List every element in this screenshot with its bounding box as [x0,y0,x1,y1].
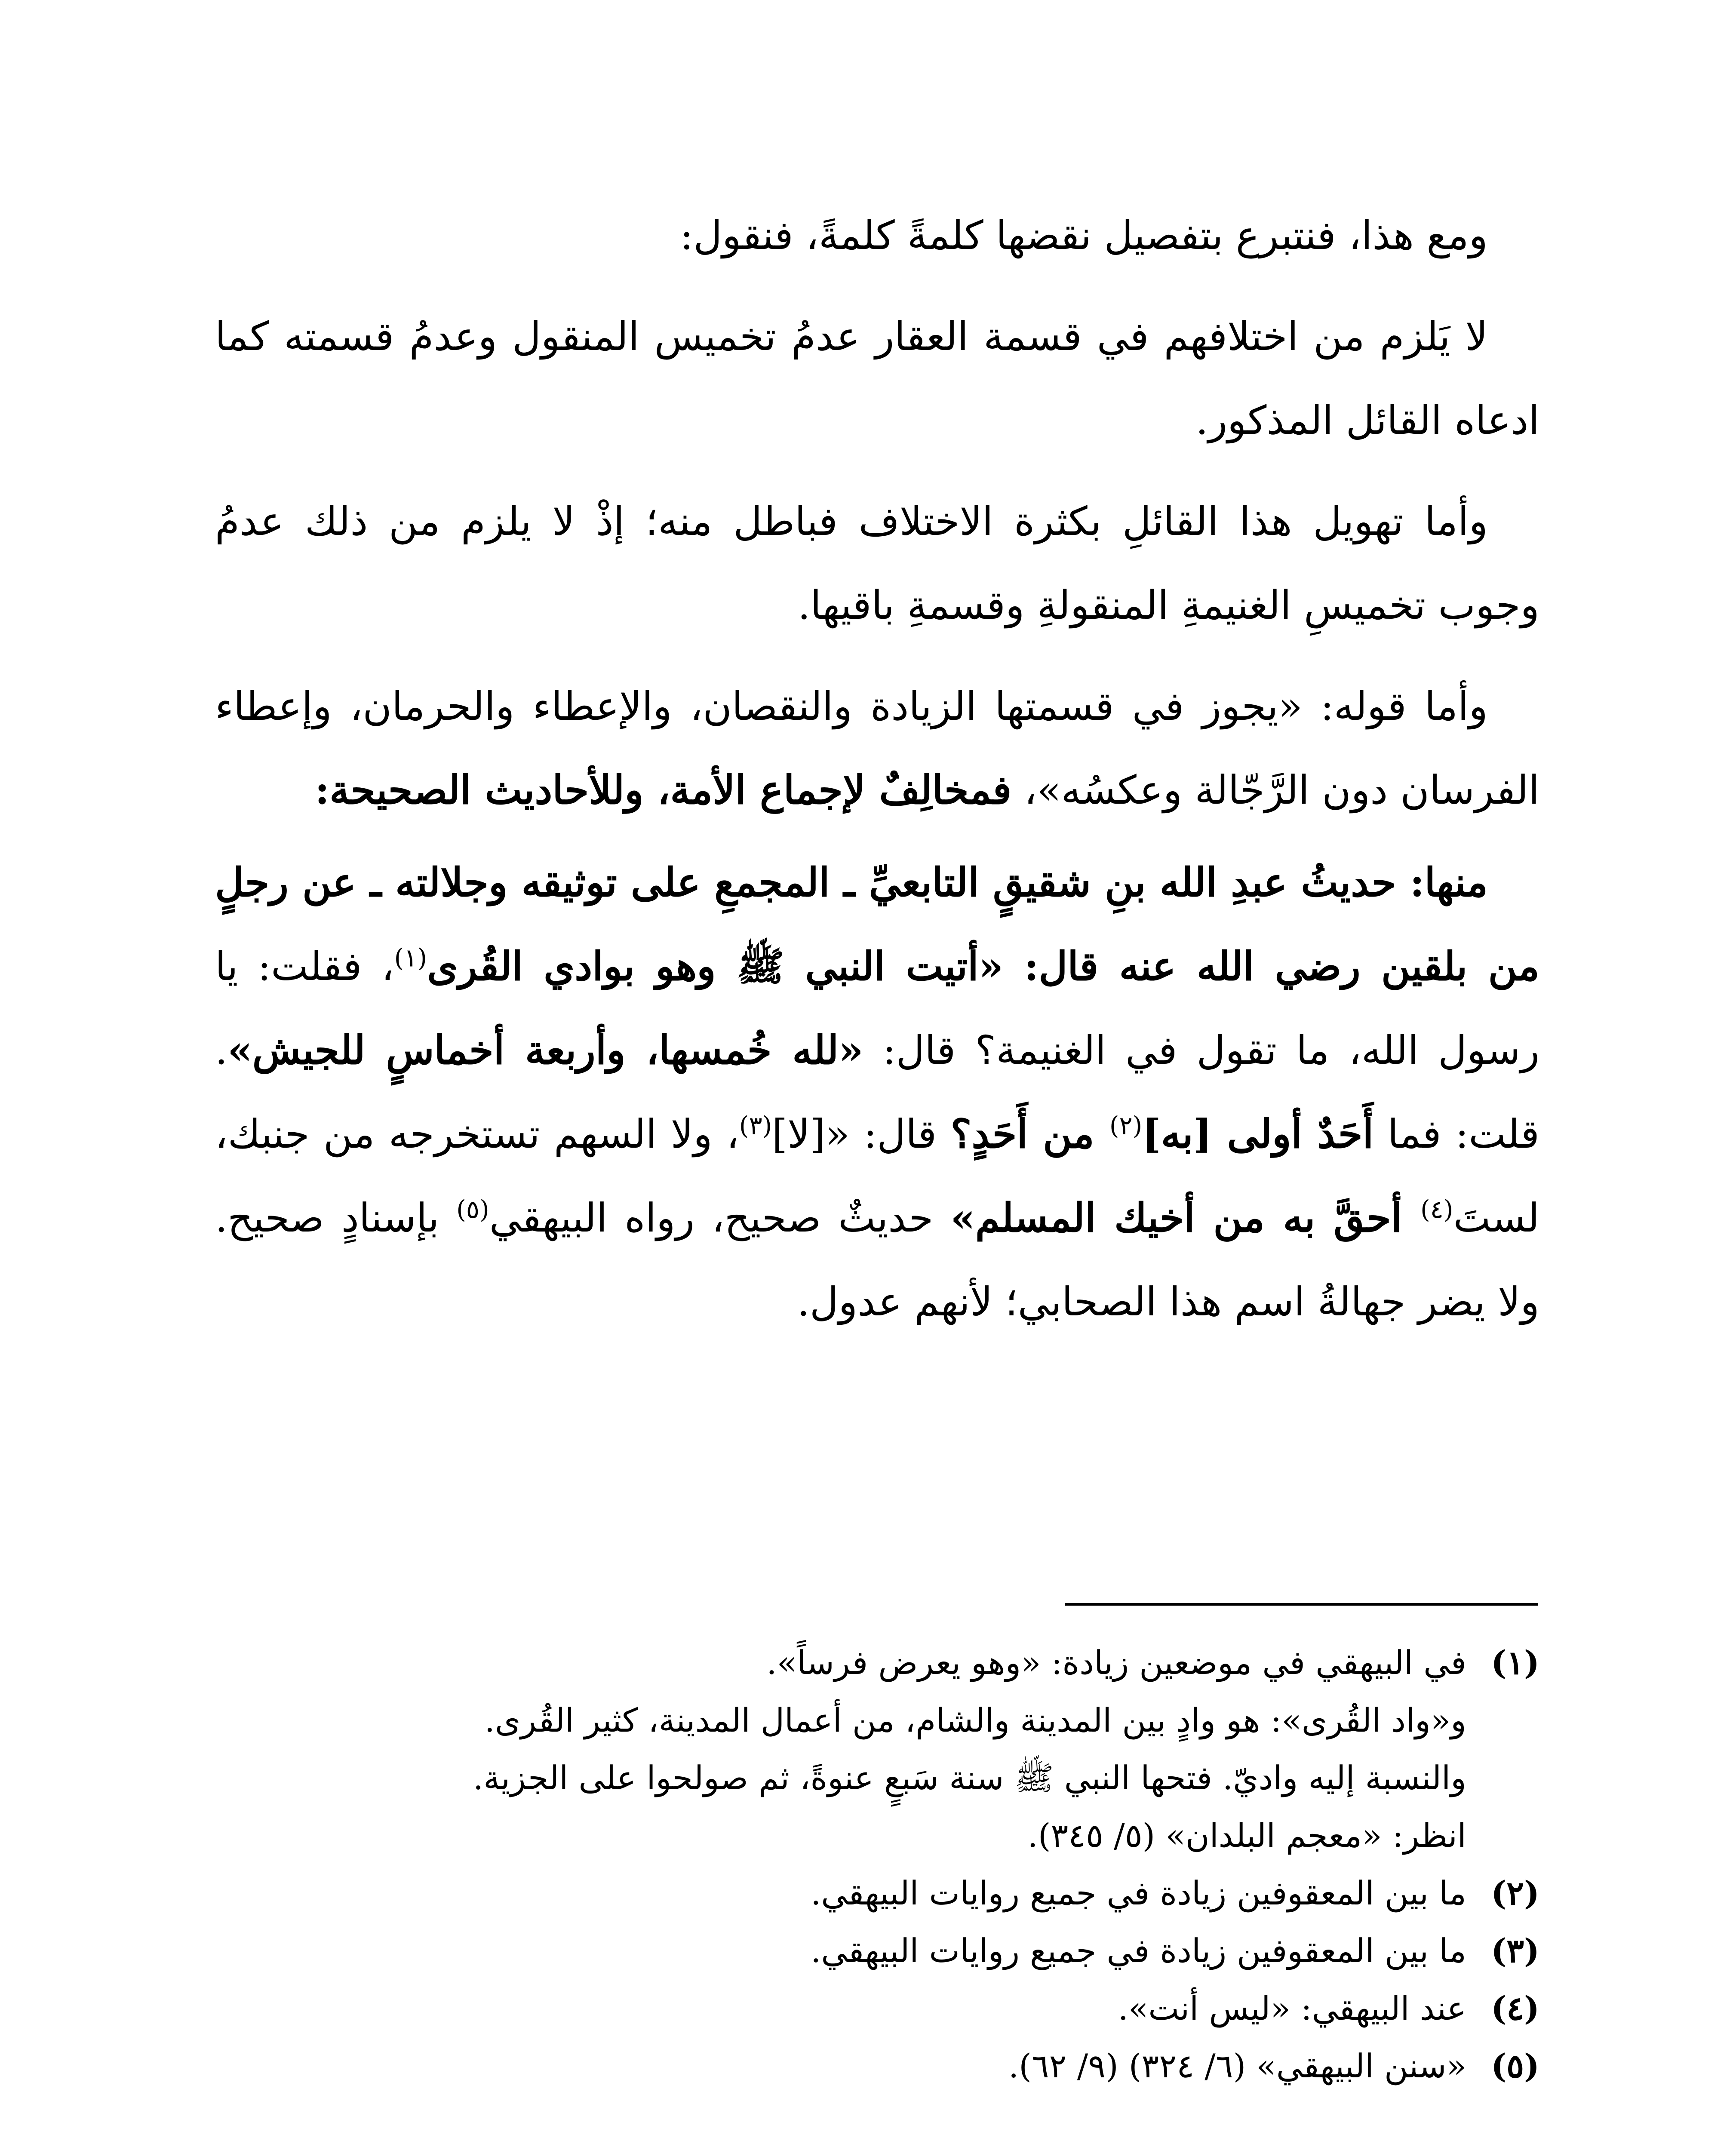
hadith-question-2-end: من أَحَدٍ؟ [950,1111,1109,1157]
footnote-number: (١) [1491,1643,1539,1682]
footnote-ref-5[interactable]: (٥) [456,1195,489,1224]
footnote-number: (٤) [1491,1989,1539,2027]
hadith-answer-2-cont: ، ولا السهم تستخرجه من جنبك، لستَ [215,1111,1540,1241]
footnote-body [215,1922,1466,1980]
footnote-line: انظر: «معجم البلدان» (٥/ ٣٤٥). [1027,1816,1466,1855]
paragraph-5 [215,841,1539,1344]
footnote-line: ما بين المعقوفين زيادة في جميع روايات البيهقي. [811,1932,1466,1970]
hadith-answer-2-end: أحقَّ به من أخيك المسلم» [950,1195,1421,1241]
footnote-ref-2[interactable]: (٢) [1109,1111,1143,1140]
footnote-number: (٣) [1491,1932,1539,1970]
hadith-answer-2: «[لا] [772,1111,850,1157]
paragraph-3 [215,479,1539,647]
footnote-line: «سنن البيهقي» (٦/ ٣٢٤) (٩/ ٦٢). [1008,2047,1466,2085]
paragraph-1 [215,194,1539,277]
hadith-grading: حديثٌ صحيح، رواه البيهقي [489,1195,951,1241]
footnote-line: والنسبة إليه واديّ. فتحها النبي ﷺ سنة سَبعٍ عنوةً، ثم صولحوا على الجزية. [473,1759,1466,1797]
paragraph-3-text: وأما تهويل هذا القائلِ بكثرة الاختلاف فباطل منه؛ إذْ لا يلزم من ذلك عدمُ وجوب تخميسِ الغنيمةِ المنقولةِ وقسمةِ باقيها. [215,498,1539,628]
hadith-said: قال: [849,1111,951,1157]
footnote-line: و«واد القُرى»: هو وادٍ بين المدينة والشام، من أعمال المدينة، كثير القُرى. [484,1701,1466,1739]
hadith-question-2: أَحَدٌ أولى [به] [1142,1111,1374,1157]
footnotes [215,1634,1539,2095]
paragraph-2-text: لا يَلزم من اختلافهم في قسمة العقار عدمُ تخميس المنقول وعدمُ قسمته كما ادعاه القائل المذكور. [215,313,1539,443]
paragraph-4-bold: فمخالِفٌ لإجماع الأمة، وللأحاديث الصحيحة: [315,767,1012,813]
footnote-number: (٢) [1491,1874,1539,1912]
footnote-line: عند البيهقي: «ليس أنت». [1118,1989,1466,2027]
footnote-line: في البيهقي في موضعين زيادة: «وهو يعرض فرساً». [766,1643,1466,1682]
paragraph-2 [215,295,1539,462]
footnote-ref-3[interactable]: (٣) [739,1111,772,1140]
footnote-body [215,2037,1466,2095]
footnote-separator [1065,1603,1538,1606]
hadith-quote-start: «أتيت النبي ﷺ وهو بوادي القُرى [427,943,1004,989]
footnote-body [215,1864,1466,1922]
footnote-ref-1[interactable]: (١) [394,943,427,973]
paragraph-1-text: ومع هذا، فنتبرع بتفصيل نقضها كلمةً كلمةً، فنقول: [680,212,1488,258]
footnote-5 [215,2037,1539,2095]
paragraph-4 [215,664,1539,832]
footnote-ref-4[interactable]: (٤) [1420,1195,1453,1224]
footnote-number: (٥) [1491,2047,1539,2085]
hadith-grading-end: بإسنادٍ صحيح. ولا يضر جهالةُ اسم هذا الصحابي؛ لأنهم عدول. [215,1195,1539,1325]
main-text [215,194,1539,1361]
paragraph-5-intro: منها: حديثُ عبدِ الله بنِ شقيقٍ التابعيِّ ـ المجمعِ على توثيقه وجلالته ـ عن رجلٍ من بلقين رضي الله عنه قال: [215,859,1539,989]
footnote-2 [215,1864,1539,1922]
footnote-body [215,1980,1466,2037]
footnote-line: ما بين المعقوفين زيادة في جميع روايات البيهقي. [811,1874,1466,1912]
hadith-followup: . قلت: فما [215,1027,1539,1157]
hadith-answer: «لله خُمسها، وأربعة أخماسٍ للجيش» [227,1027,863,1073]
footnote-4 [215,1980,1539,2037]
paragraph-4-quote: وأما قوله: «يجوز في قسمتها الزيادة والنقصان، والإعطاء والحرمان، وإعطاء الفرسان دون الرَّجّالة وعكسُه»، [215,683,1539,813]
footnote-1 [215,1634,1539,1864]
footnote-body [215,1634,1466,1864]
hadith-question: ، فقلت: يا رسول الله، ما تقول في الغنيمة؟ قال: [215,943,1539,1073]
footnote-3 [215,1922,1539,1980]
